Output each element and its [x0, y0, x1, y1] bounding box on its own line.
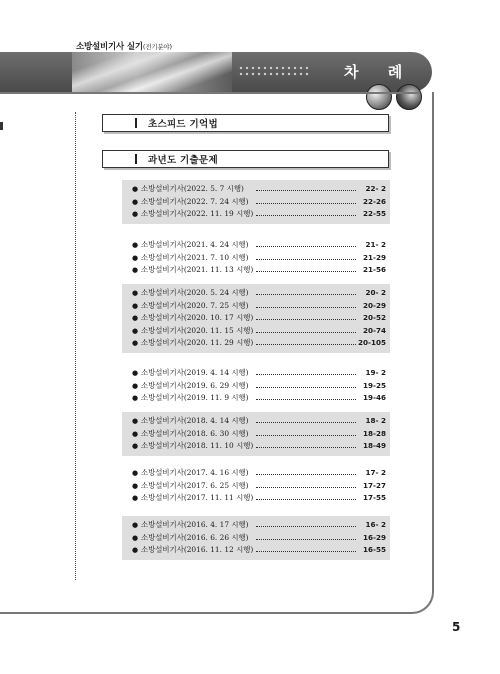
dot-leader [256, 435, 356, 436]
section-label: 초스피드 기억법 [148, 119, 218, 130]
bullet-icon: ● [132, 301, 139, 310]
dot-leader [256, 387, 356, 388]
bullet-icon: ● [132, 442, 139, 451]
toc-entry[interactable] [122, 392, 390, 405]
section-heading[interactable] [102, 150, 389, 168]
toc-entry-page: 20-52 [363, 313, 386, 323]
toc-entry-title: 소방설비기사(2021. 4. 24 시행) [141, 240, 249, 249]
bullet-icon: ● [132, 417, 139, 425]
dot-leader [256, 344, 356, 345]
toc-entry-title: 소방설비기사(2022. 5. 7 시행) [141, 184, 244, 193]
dot-leader [256, 319, 356, 320]
toc-entry-page: 21-29 [363, 252, 386, 262]
toc-entry-title: 소방설비기사(2021. 11. 13 시행) [141, 265, 254, 275]
toc-entry-title: 소방설비기사(2020. 10. 17 시행) [141, 313, 254, 323]
toc-group [122, 284, 390, 353]
toc-entry-page: 16- 2 [365, 520, 386, 529]
bullet-icon: ● [132, 369, 139, 377]
toc-entry-page: 18-49 [363, 441, 386, 451]
toc-entry-title: 소방설비기사(2021. 7. 10 시행) [141, 252, 249, 262]
dot-leader [256, 307, 356, 308]
dot-leader [256, 374, 356, 375]
toc-entry[interactable] [122, 252, 390, 265]
toc-entry-page: 17- 2 [365, 468, 386, 477]
toc-entry[interactable] [122, 312, 390, 325]
toc-entry[interactable] [122, 208, 390, 221]
bullet-icon: ● [132, 546, 139, 555]
toc-entry[interactable] [122, 532, 390, 545]
toc-entry[interactable] [122, 367, 390, 380]
dot-leader [256, 447, 356, 448]
toc-entry-page: 18-28 [363, 428, 386, 438]
toc-entry-title: 소방설비기사(2018. 6. 30 시행) [141, 428, 249, 438]
bullet-icon: ● [132, 381, 139, 390]
toc-entry[interactable] [122, 519, 390, 532]
section-marker [135, 154, 140, 164]
toc-entry-title: 소방설비기사(2018. 4. 14 시행) [141, 416, 249, 425]
toc-entry[interactable] [122, 415, 390, 428]
toc-group [122, 412, 390, 456]
toc-entry-title: 소방설비기사(2019. 6. 29 시행) [141, 380, 249, 390]
toc-entry-title: 소방설비기사(2022. 11. 19 시행) [141, 209, 254, 219]
dot-leader [256, 399, 356, 400]
bullet-icon: ● [132, 326, 139, 335]
toc-entry-page: 21- 2 [365, 240, 386, 249]
toc-entry-title: 소방설비기사(2016. 6. 26 시행) [141, 532, 249, 542]
dot-leader [256, 499, 356, 500]
toc-entry-page: 17-27 [363, 480, 386, 490]
section-heading[interactable] [102, 114, 389, 132]
toc-entry-title: 소방설비기사(2018. 11. 10 시행) [141, 441, 254, 451]
section-label: 과년도 기출문제 [148, 155, 218, 166]
toc-entry-title: 소방설비기사(2017. 11. 11 시행) [141, 493, 254, 503]
toc-entry-page: 21-56 [363, 265, 386, 275]
toc-entry-page: 20- 2 [365, 288, 386, 297]
toc-entry-page: 20-74 [363, 325, 386, 335]
toc-entry[interactable] [122, 544, 390, 557]
bullet-icon: ● [132, 289, 139, 297]
toc-entry[interactable] [122, 467, 390, 480]
bullet-icon: ● [132, 469, 139, 477]
toc-entry[interactable] [122, 380, 390, 393]
toc-entry[interactable] [122, 428, 390, 441]
toc-entry-page: 20-29 [363, 300, 386, 310]
bullet-icon: ● [132, 266, 139, 275]
section-marker [135, 118, 140, 128]
dot-leader [256, 203, 356, 204]
dot-leader [256, 422, 356, 423]
toc-entry[interactable] [122, 239, 390, 252]
toc-entry-title: 소방설비기사(2016. 4. 17 시행) [141, 520, 249, 529]
book-title-sub: (전기분야) [142, 43, 172, 51]
toc-entry-title: 소방설비기사(2016. 11. 12 시행) [141, 545, 254, 555]
toc-entry-title: 소방설비기사(2020. 7. 25 시행) [141, 300, 249, 310]
toc-group [122, 180, 390, 224]
bullet-icon: ● [132, 185, 139, 193]
dot-leader [256, 332, 356, 333]
toc-group [122, 364, 390, 408]
dot-leader [256, 294, 356, 295]
dot-leader [256, 215, 356, 216]
dot-leader [256, 487, 356, 488]
banner-dot-pattern [238, 65, 308, 77]
toc-entry[interactable] [122, 492, 390, 505]
contents-heading: 차 례 [344, 63, 415, 81]
toc-entry[interactable] [122, 196, 390, 209]
toc-entry[interactable] [122, 287, 390, 300]
bullet-icon: ● [132, 210, 139, 219]
toc-entry[interactable] [122, 300, 390, 313]
dot-leader [256, 474, 356, 475]
bullet-icon: ● [132, 253, 139, 262]
toc-entry-page: 22-55 [363, 209, 386, 219]
toc-entry[interactable] [122, 183, 390, 196]
dot-leader [256, 539, 356, 540]
toc-entry-page: 17-55 [363, 493, 386, 503]
dot-leader [256, 190, 356, 191]
toc-entry-page: 16-55 [363, 545, 386, 555]
toc-group [122, 516, 390, 560]
toc-entry[interactable] [122, 440, 390, 453]
page-number: 5 [452, 620, 461, 634]
toc-entry-title: 소방설비기사(2020. 11. 15 시행) [141, 325, 254, 335]
toc-entry-title: 소방설비기사(2017. 6. 25 시행) [141, 480, 249, 490]
bullet-icon: ● [132, 533, 139, 542]
dot-leader [256, 526, 356, 527]
toc-entry-title: 소방설비기사(2020. 5. 24 시행) [141, 288, 249, 297]
book-title-main: 소방설비기사 실기 [76, 42, 143, 52]
dot-leader [256, 271, 356, 272]
toc-entry[interactable] [122, 337, 390, 350]
bullet-icon: ● [132, 314, 139, 323]
book-title [76, 40, 172, 52]
toc-entry-title: 소방설비기사(2020. 11. 29 시행) [141, 338, 254, 348]
bullet-icon: ● [132, 521, 139, 529]
toc-entry-title: 소방설비기사(2019. 4. 14 시행) [141, 368, 249, 377]
toc-entry-page: 19- 2 [365, 368, 386, 377]
dot-leader [256, 259, 356, 260]
bullet-icon: ● [132, 241, 139, 249]
toc-group [122, 236, 390, 280]
dotted-divider [75, 112, 76, 580]
toc-entry-page: 22- 2 [365, 184, 386, 193]
toc-entry-title: 소방설비기사(2022. 7. 24 시행) [141, 196, 249, 206]
bullet-icon: ● [132, 494, 139, 503]
toc-entry[interactable] [122, 325, 390, 338]
banner-photo [72, 52, 232, 92]
toc-entry[interactable] [122, 480, 390, 493]
toc-entry-page: 18- 2 [365, 416, 386, 425]
dot-leader [256, 551, 356, 552]
toc-entry-title: 소방설비기사(2017. 4. 16 시행) [141, 468, 249, 477]
toc-entry-page: 16-29 [363, 532, 386, 542]
bullet-icon: ● [132, 394, 139, 403]
bullet-icon: ● [132, 339, 139, 348]
toc-group [122, 464, 390, 508]
toc-entry-page: 22-26 [363, 196, 386, 206]
dot-leader [256, 246, 356, 247]
bullet-icon: ● [132, 481, 139, 490]
toc-entry-page: 20-105 [358, 338, 386, 348]
toc-entry-page: 19-25 [363, 380, 386, 390]
toc-entry[interactable] [122, 264, 390, 277]
bullet-icon: ● [132, 197, 139, 206]
bullet-icon: ● [132, 429, 139, 438]
margin-tick [0, 122, 3, 130]
toc-entry-title: 소방설비기사(2019. 11. 9 시행) [141, 393, 249, 403]
toc-entry-page: 19-46 [363, 393, 386, 403]
header-banner [0, 52, 432, 92]
